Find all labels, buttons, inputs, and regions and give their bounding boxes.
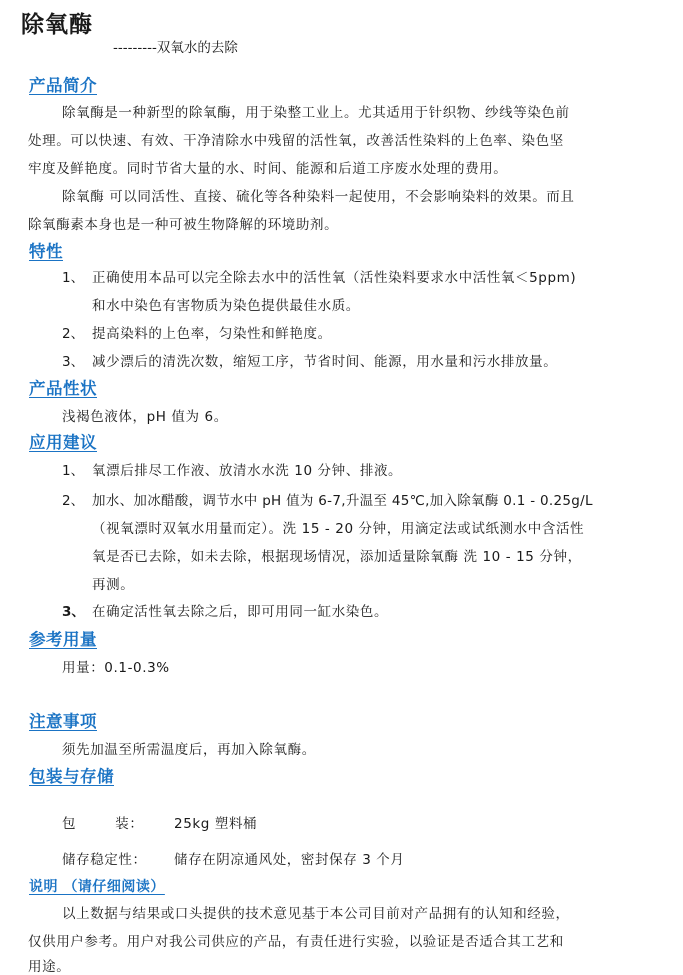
usage-number: 1、: [62, 463, 85, 479]
document-subtitle: ---------双氧水的去除: [113, 40, 238, 56]
heading-disclaimer: 说明 （请仔细阅读）: [29, 879, 165, 895]
usage-line: （视氧漂时双氧水用量而定）。洗 15 - 20 分钟，用滴定法或试纸测水中含活性: [92, 521, 585, 537]
usage-line: 加水、加冰醋酸，调节水中 pH 值为 6-7,升温至 45℃,加入除氧酶 0.1 - 0.25g/L: [92, 493, 593, 509]
notes-text: 须先加温至所需温度后，再加入除氧酶。: [62, 742, 316, 758]
storage-stability-value: 储存在阴凉通风处，密封保存 3 个月: [174, 852, 405, 868]
heading-product-intro: 产品简介: [29, 76, 97, 95]
intro-line: 除氧酶素本身也是一种可被生物降解的环境助剂。: [28, 217, 339, 233]
disclaimer-line: 用途。: [28, 959, 71, 975]
feature-line: 提高染料的上色率，匀染性和鲜艳度。: [92, 326, 332, 342]
intro-line: 除氧酶是一种新型的除氧酶，用于染整工业上。尤其适用于针织物、纱线等染色前: [62, 105, 570, 121]
storage-pack-label: 包 装：: [62, 816, 144, 832]
heading-dosage: 参考用量: [29, 630, 97, 649]
feature-number: 2、: [62, 326, 85, 342]
storage-pack-value: 25kg 塑料桶: [174, 816, 258, 832]
usage-line: 氧漂后排尽工作液、放清水水洗 10 分钟、排液。: [92, 463, 403, 479]
heading-features: 特性: [29, 242, 63, 261]
intro-line: 牢度及鲜艳度。同时节省大量的水、时间、能源和后道工序废水处理的费用。: [28, 161, 508, 177]
heading-storage: 包装与存储: [29, 767, 114, 786]
heading-usage: 应用建议: [29, 433, 97, 452]
intro-line: 除氧酶 可以同活性、直接、硫化等各种染料一起使用，不会影响染料的效果。而且: [62, 189, 575, 205]
dosage-text: 用量：0.1-0.3%: [62, 660, 170, 676]
usage-line: 再测。: [92, 577, 135, 593]
usage-line: 氧是否已去除，如未去除，根据现场情况，添加适量除氧酶 洗 10 - 15 分钟，: [92, 549, 582, 565]
properties-text: 浅褐色液体，pH 值为 6。: [62, 409, 228, 425]
heading-properties: 产品性状: [29, 379, 97, 398]
feature-number: 1、: [62, 270, 85, 286]
feature-line: 和水中染色有害物质为染色提供最佳水质。: [92, 298, 360, 314]
intro-line: 处理。可以快速、有效、干净清除水中残留的活性氧，改善活性染料的上色率、染色坚: [28, 133, 564, 149]
usage-number: 3、: [62, 604, 85, 620]
heading-notes: 注意事项: [29, 712, 97, 731]
disclaimer-line: 仅供用户参考。用户对我公司供应的产品，有责任进行实验，以验证是否适合其工艺和: [28, 934, 564, 950]
usage-line: 在确定活性氧去除之后，即可用同一缸水染色。: [92, 604, 389, 620]
document-title: 除氧酶: [21, 12, 93, 38]
feature-line: 正确使用本品可以完全除去水中的活性氧（活性染料要求水中活性氧＜5ppm): [92, 270, 577, 286]
feature-line: 减少漂后的清洗次数，缩短工序，节省时间、能源，用水量和污水排放量。: [92, 354, 558, 370]
disclaimer-line: 以上数据与结果或口头提供的技术意见基于本公司目前对产品拥有的认知和经验，: [62, 906, 570, 922]
storage-stability-label: 储存稳定性：: [62, 852, 147, 868]
usage-number: 2、: [62, 493, 85, 509]
feature-number: 3、: [62, 354, 85, 370]
